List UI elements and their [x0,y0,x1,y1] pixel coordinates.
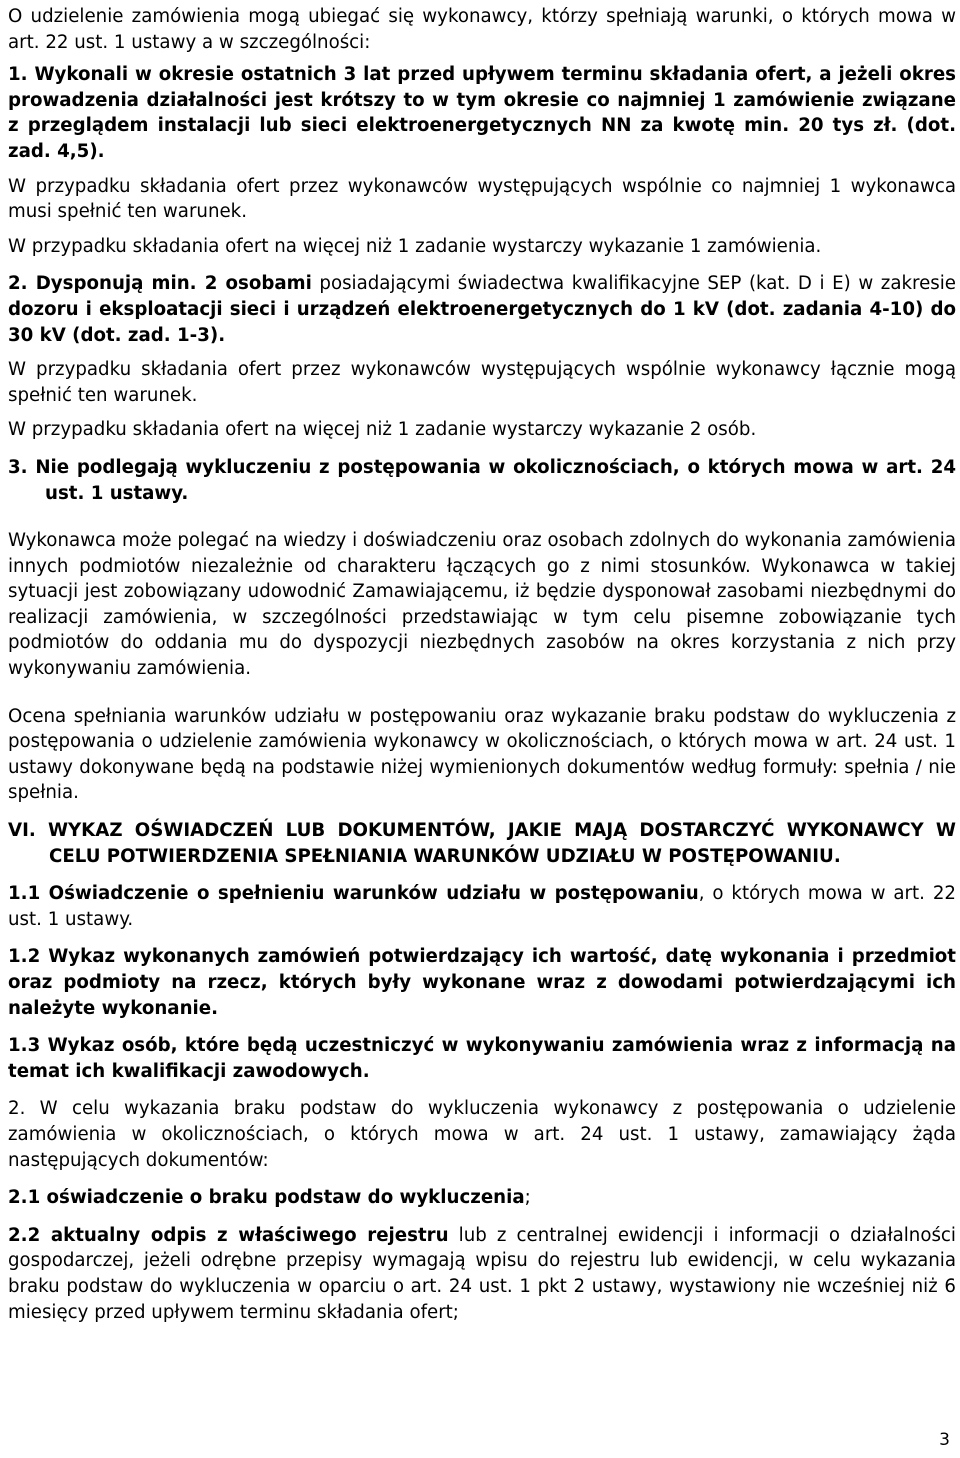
section-vi-heading: VI. WYKAZ OŚWIADCZEŃ LUB DOKUMENTÓW, JAKIE MAJĄ DOSTARCZYĆ WYKONAWCY W CELU POTWIERDZENIA SPEŁNIANIA WARUNKÓW UDZIAŁU W POSTĘPOWANIU. [8,820,956,867]
reliance-paragraph: Wykonawca może polegać na wiedzy i doświadczeniu oraz osobach zdolnych do wykonania zamówienia innych podmiotów niezależnie od charakteru łączących go z nimi stosunków. Wykonawca w takiej sytuacji jest zobowiązany udowodnić Zamawiającemu, iż będzie dysponował zasobami niezbędnymi do realizacji zamówienia, w szczególności przedstawiając w tym celu pisemne zobowiązanie tych podmiotów do oddania mu do dyspozycji niezbędnych zasobów na okres korzystania z nich przy wykonywaniu zamówienia. [8,530,956,680]
condition-1-note-joint: W przypadku składania ofert przez wykonawców występujących wspólnie co najmniej 1 wykonawca musi spełnić ten warunek. [8,175,956,223]
document-page [8,4,956,1325]
condition-2-note-multi: W przypadku składania ofert na więcej niż 1 zadanie wystarczy wykazanie 2 osób. [8,419,757,441]
item-1-1 [8,881,956,932]
item-2-2 [8,1223,956,1325]
item-2-1-rest: ; [524,1187,531,1209]
item-2-2-rest: lub z centralnej ewidencji i informacji o działalności gospodarczej, jeżeli odrębne przepisy wymagają wpisu do rejestru lub ewidencji, w celu wykazania braku podstaw do wykluczenia w oparciu o art. 24 ust. 1 pkt 2 ustawy, wystawiony nie wcześniej niż 6 miesięcy przed upływem terminu składania ofert; [8,1224,956,1323]
condition-2 [8,271,956,348]
assessment-paragraph: Ocena spełniania warunków udziału w postępowaniu oraz wykazanie braku podstaw do wykluczenia z postępowania o udzielenie zamówienia wykonawcy w okolicznościach, o których mowa w art. 24 ust. 1 ustawy dokonywane będą na podstawie niżej wymienionych dokumentów według formuły: spełnia / nie spełnia. [8,705,956,804]
page-number: 3 [939,1430,950,1450]
condition-2-bold-end: dozoru i eksploatacji sieci i urządzeń elektroenergetycznych do 1 kV (dot. zadania 4-10) do 30 kV (dot. zad. 1-3). [8,298,956,346]
item-1-1-bold: 1.1 Oświadczenie o spełnieniu warunków udziału w postępowaniu [8,883,699,905]
condition-2-bold-start: 2. Dysponują min. 2 osobami [8,273,312,295]
item-2-2-bold: 2.2 aktualny odpis z właściwego rejestru [8,1224,449,1246]
condition-3: 3. Nie podlegają wykluczeniu z postępowania w okolicznościach, o których mowa w art. 24 ust. 1 ustawy. [8,456,956,504]
condition-2-note-joint: W przypadku składania ofert przez wykonawców występujących wspólnie wykonawcy łącznie mogą spełnić ten warunek. [8,359,956,406]
intro-paragraph: O udzielenie zamówienia mogą ubiegać się wykonawcy, którzy spełniają warunki, o których mowa w art. 22 ust. 1 ustawy a w szczególności: [8,6,956,53]
item-2-1-bold: 2.1 oświadczenie o braku podstaw do wykluczenia [8,1187,525,1209]
item-2: 2. W celu wykazania braku podstaw do wykluczenia wykonawcy z postępowania o udzielenie zamówienia w okolicznościach, o których mowa w art. 24 ust. 1 ustawy, zamawiający żąda następujących dokumentów: [8,1098,956,1171]
item-1-3: 1.3 Wykaz osób, które będą uczestniczyć w wykonywaniu zamówienia wraz z informacją na temat ich kwalifikacji zawodowych. [8,1035,956,1082]
item-1-2: 1.2 Wykaz wykonanych zamówień potwierdzający ich wartość, datę wykonania i przedmiot oraz podmioty na rzecz, których były wykonane wraz z dowodami potwierdzającymi ich należyte wykonanie. [8,946,956,1019]
condition-1: 1. Wykonali w okresie ostatnich 3 lat przed upływem terminu składania ofert, a jeżeli okres prowadzenia działalności jest krótszy to w tym okresie co najmniej 1 zamówienie związane z przeglądem instalacji lub sieci elektroenergetycznych NN za kwotę min. 20 tys zł. (dot. zad. 4,5). [8,64,956,162]
condition-1-note-multi: W przypadku składania ofert na więcej niż 1 zadanie wystarczy wykazanie 1 zamówienia. [8,235,822,257]
condition-2-text: posiadającymi świadectwa kwalifikacyjne SEP (kat. D i E) w zakresie [311,273,956,295]
item-2-1 [8,1185,956,1211]
item-1-1-rest: , o których mowa w art. 22 ust. 1 ustawy. [8,883,956,930]
